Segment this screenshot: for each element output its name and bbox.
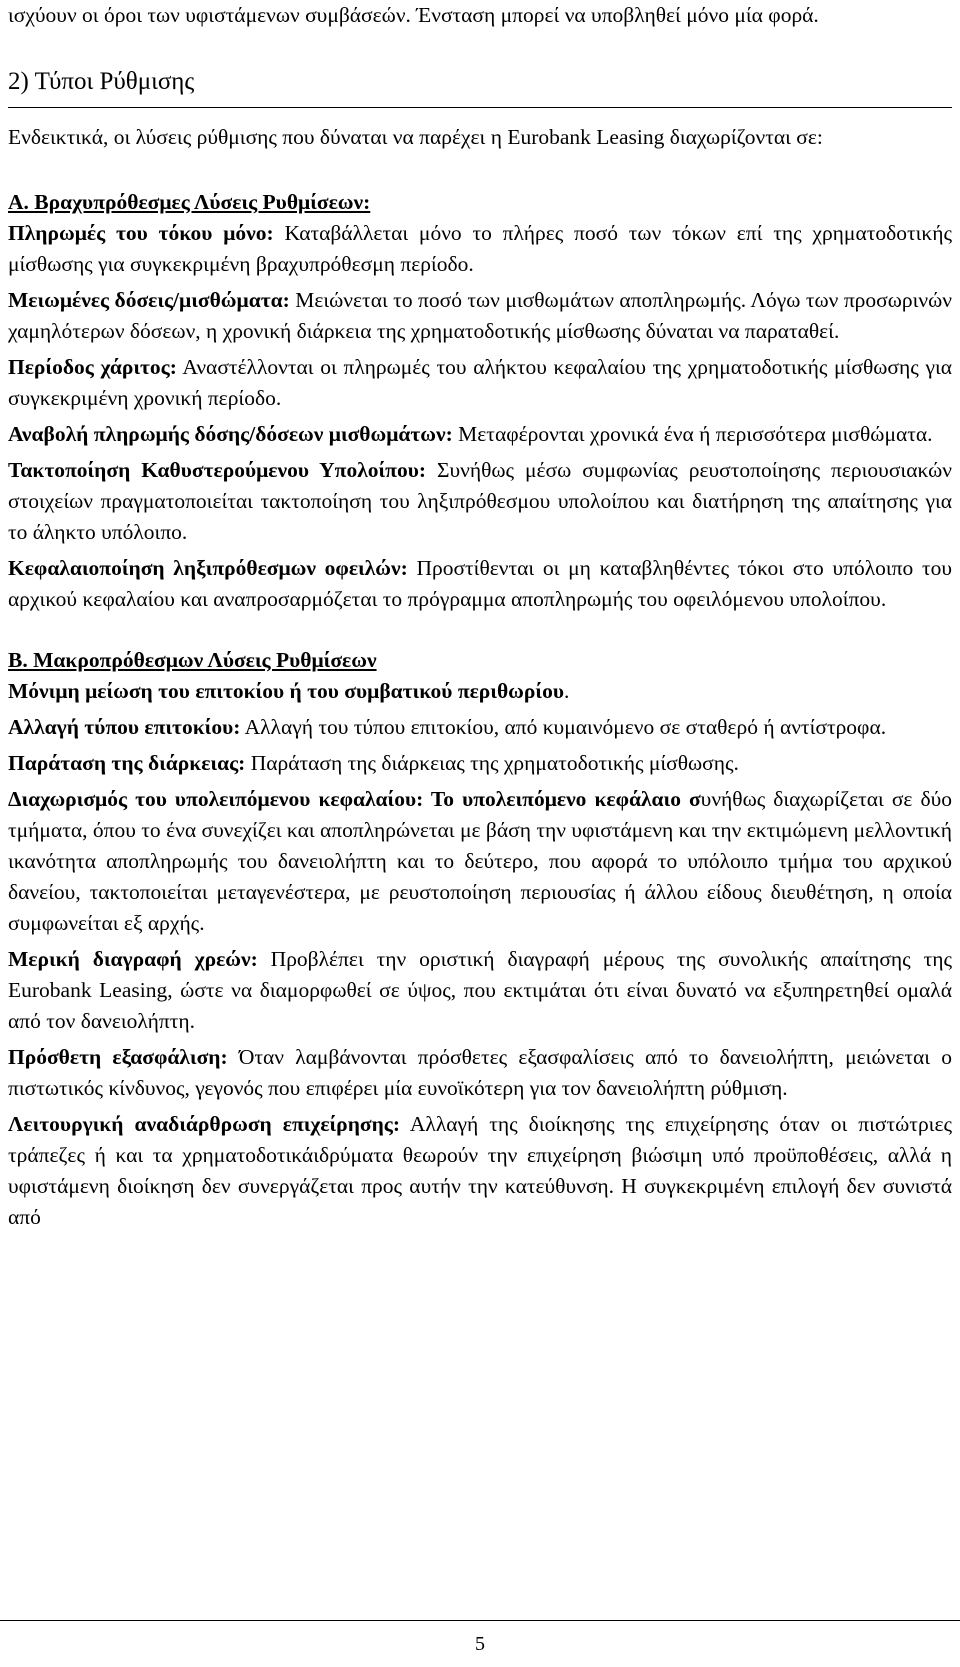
item-text: Προστίθενται οι μη καταβληθέντες τόκοι στο υπόλοιπο του αρχικού κεφαλαίου και αναπροσαρμόζεται το πρόγραμμα αποπληρωμής του οφειλόμενου υπολοίπου. [8,556,953,611]
item-term: Λειτουργική αναδιάρθρωση επιχείρησης: [8,1112,401,1136]
item-term: Αλλαγή τύπου επιτοκίου: [8,715,241,739]
footer-rule [0,1620,960,1621]
item-paragraph [8,455,952,548]
item-term: Πρόσθετη εξασφάλιση: [8,1045,228,1069]
section-b-title: Β. Μακροπρόθεσμων Λύσεις Ρυθμίσεων [8,648,377,672]
item-paragraph [8,748,952,779]
item-term: Αναβολή πληρωμής δόσης/δόσεων μισθωμάτων: [8,422,453,446]
item-text: Προβλέπει την οριστική διαγραφή μέρους της συνολικής απαίτησης της Eurobank Leasing, ώστε να διαμορφωθεί σε ύψος, που εκτιμάται ότι είναι δυνατό να εξυπηρετηθεί ομαλά από τον δανειολήπτη. [8,947,952,1033]
item-text: υνήθως διαχωρίζεται σε δύο τμήματα, όπου το ένα συνεχίζει και αποπληρώνεται με βάση την υφιστάμενη και την εκτιμώμενη μελλοντική ικανότητα αποπληρωμής του δανειολήπτη και το δεύτερο, που αφορά το υπόλοιπο τμήμα του αρχικού δανείου, τακτοποιείται μεταγενέστερα, με ρευστοποίηση περιουσίας ή άλλου είδους διευθέτηση, η οποία συμφωνείται εξ αρχής. [8,787,952,935]
item-term: Μειωμένες δόσεις/μισθώματα: [8,288,290,312]
item-paragraph [8,218,952,280]
item-term: Διαχωρισμός του υπολειπόμενου κεφαλαίου: Το υπολειπόμενο κεφάλαιο σ [8,787,701,811]
item-paragraph [8,784,952,939]
item-text: Μειώνεται το ποσό των μισθωμάτων αποπληρωμής. Λόγω των προσωρινών χαμηλότερων δόσεων, η χρονική διάρκεια της χρηματοδοτικής μίσθωσης δύναται να παραταθεί. [8,288,952,343]
item-text: Αλλαγή της διοίκησης της επιχείρησης όταν οι πιστώτριες τράπεζες ή και τα χρηματοδοτικάιδρύματα θεωρούν την επιχείρηση βιώσιμη υπό προϋποθέσεις, αλλά η υφιστάμενη διοίκηση δεν συνεργάζεται προς αυτήν την κατεύθυνση. Η συγκεκριμένη επιλογή δεν συνιστά από [8,1112,952,1229]
item-term: Μόνιμη μείωση του επιτοκίου ή του συμβατικού περιθωρίου [8,679,564,703]
item-text: Όταν λαμβάνονται πρόσθετες εξασφαλίσεις από το δανειολήπτη, μειώνεται ο πιστωτικός κίνδυνος, γεγονός που επιφέρει μία ευνοϊκότερη για τον δανειολήπτη ρύθμιση. [8,1045,952,1100]
item-term: Κεφαλαιοποίηση ληξιπρόθεσμων οφειλών: [8,556,408,580]
item-text: Συνήθως μέσω συμφωνίας ρευστοποίησης περιουσιακών στοιχείων πραγματοποιείται τακτοποίηση του ληξιπρόθεσμου υπολοίπου και διατήρηση της απαίτησης για το άληκτο υπόλοιπο. [8,458,952,544]
item-paragraph [8,676,952,707]
item-text: . [563,679,570,703]
item-text: Αναστέλλονται οι πληρωμές του αλήκτου κεφαλαίου της χρηματοδοτικής μίσθωσης για συγκεκριμένη χρονική περίοδο. [8,355,952,410]
item-term: Πληρωμές του τόκου μόνο: [8,221,274,245]
item-term: Τακτοποίηση Καθυστερούμενου Υπολοίπου: [8,458,427,482]
item-text: Καταβάλλεται μόνο το πλήρες ποσό των τόκων επί της χρηματοδοτικής μίσθωσης για συγκεκριμένη βραχυπρόθεσμη περίοδο. [8,221,952,276]
item-text: Αλλαγή του τύπου επιτοκίου, από κυμαινόμενο σε σταθερό ή αντίστροφα. [240,715,887,739]
item-paragraph [8,944,952,1037]
item-paragraph [8,352,952,414]
section-heading: 2) Τύποι Ρύθμισης [8,65,952,108]
document-page [8,0,952,1238]
item-paragraph [8,1109,952,1233]
section-a-title: Α. Βραχυπρόθεσμες Λύσεις Ρυθμίσεων: [8,190,371,214]
item-term: Παράταση της διάρκειας: [8,751,246,775]
item-term: Περίοδος χάριτος: [8,355,177,379]
item-paragraph [8,712,952,743]
item-text: Παράταση της διάρκειας της χρηματοδοτικής μίσθωσης. [245,751,739,775]
item-text: Μεταφέρονται χρονικά ένα ή περισσότερα μισθώματα. [452,422,933,446]
lead-paragraph: Ενδεικτικά, οι λύσεις ρύθμισης που δύναται να παρέχει η Eurobank Leasing διαχωρίζονται σε: [8,125,823,149]
intro-paragraph: ισχύουν οι όροι των υφιστάμενων συμβάσεών. Ένσταση μπορεί να υποβληθεί μόνο μία φορά. [8,3,819,27]
page-number: 5 [475,1633,485,1655]
item-term: Μερική διαγραφή χρεών: [8,947,258,971]
item-paragraph [8,285,952,347]
item-paragraph [8,553,952,615]
item-paragraph [8,1042,952,1104]
item-paragraph [8,419,952,450]
